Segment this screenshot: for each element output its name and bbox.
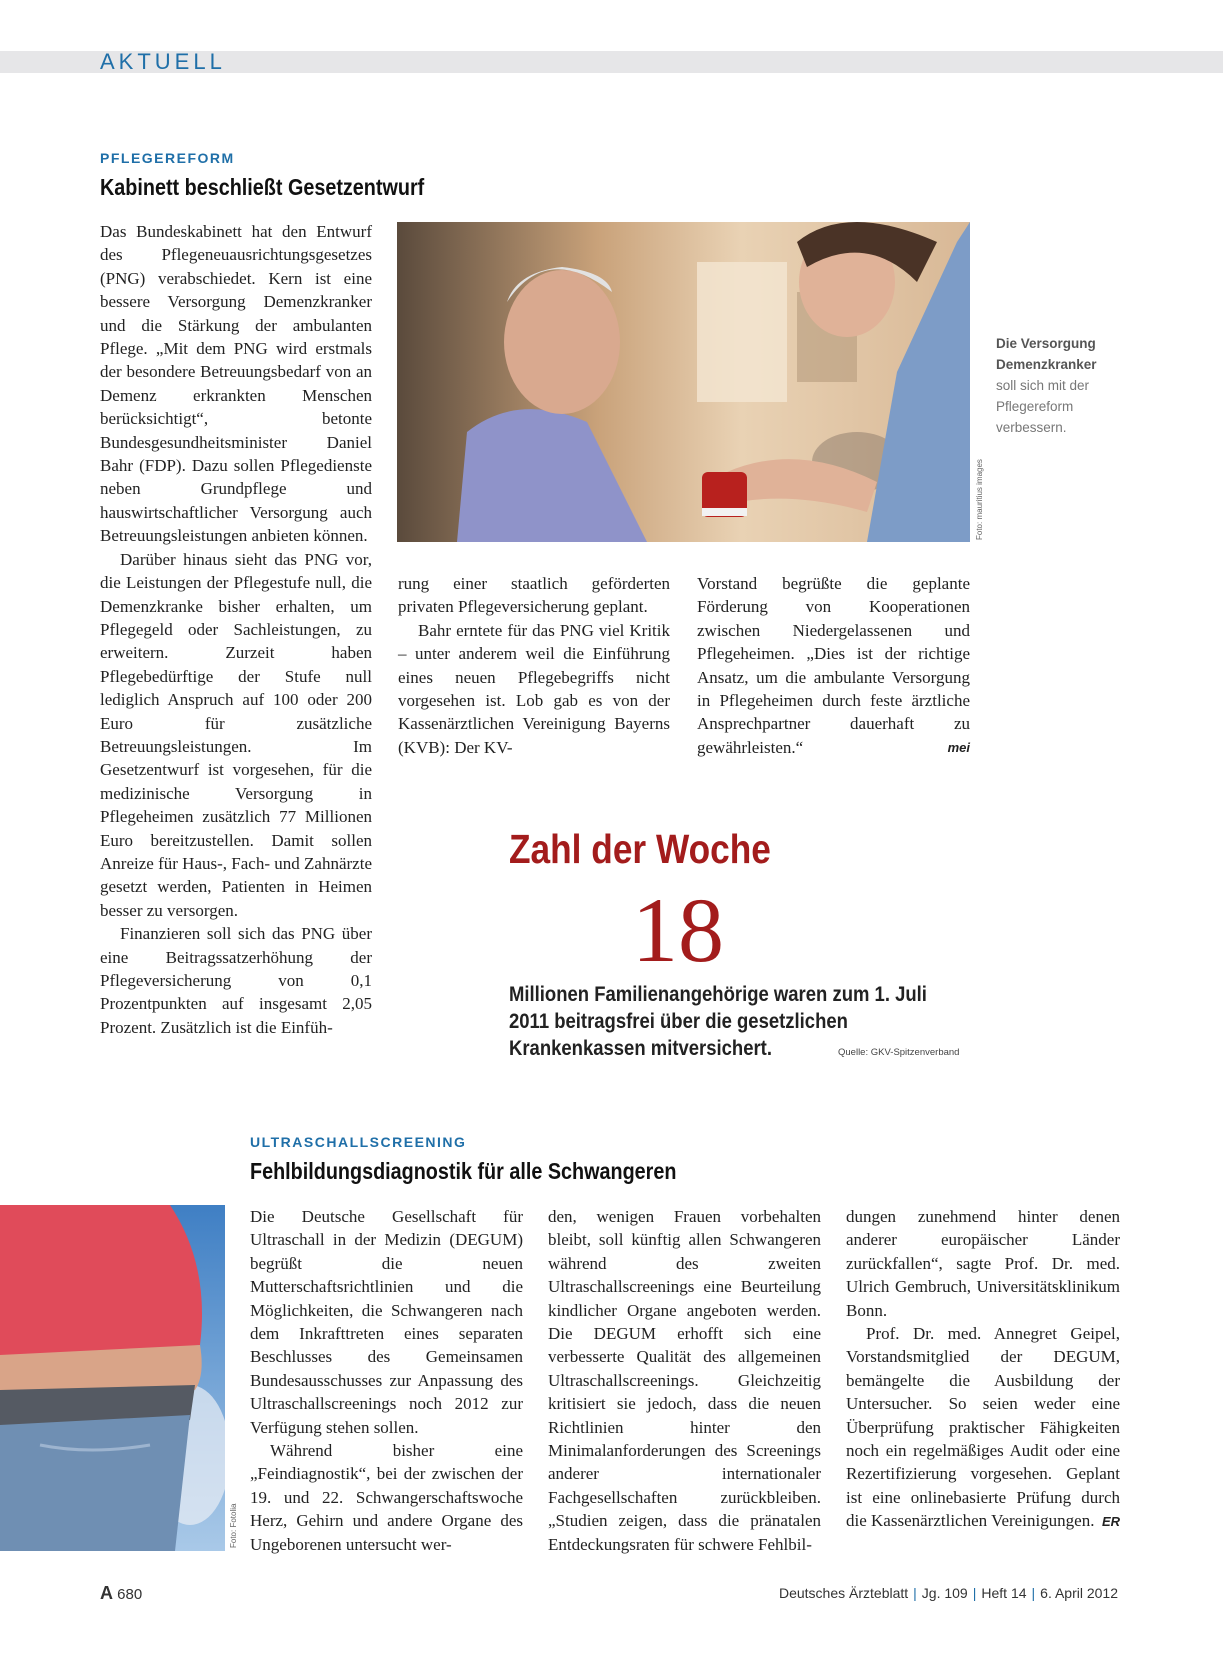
caption-text: soll sich mit der Pflegereform verbessern. xyxy=(996,378,1090,435)
journal-issue: Heft 14 xyxy=(981,1585,1027,1601)
article1-signature: mei xyxy=(947,740,970,756)
paragraph: Während bisher eine „Feindiagnostik“, bei der zwischen der 19. und 22. Schwangerschaftswoche Herz, Gehirn und andere Organe des Ungeborenen untersucht wer- xyxy=(250,1441,523,1554)
article1-photo-credit: Foto: mauritius images xyxy=(975,459,984,540)
article2-column-2 xyxy=(548,1205,821,1556)
article1-column-3 xyxy=(697,572,970,760)
paragraph: Die Deutsche Gesellschaft für Ultraschall in der Medizin (DEGUM) begrüßt die neuen Mutterschaftsrichtlinien und die Möglichkeiten, die Schwangeren nach dem Inkrafttreten eines separaten Beschlusses des Gemeinsamen Bundesausschusses zur Anpassung des Ultraschallscreenings noch 2012 zur Verfügung stehen sollen. xyxy=(250,1207,523,1437)
journal-info: Deutsches Ärzteblatt | Jg. 109 | Heft 14 | 6. April 2012 xyxy=(778,1585,1118,1601)
paragraph: Darüber hinaus sieht das PNG vor, die Leistungen der Pflegestufe null, die Demenzkranke bisher erhalten, um Pflegegeld oder Sachleistungen, zu erweitern. Zurzeit haben Pflegebedürftige der Stufe null lediglich Anspruch auf 100 oder 200 Euro für zusätzliche Betreuungsleistungen. Im Gesetzentwurf ist vorgesehen, für die medizinische Versorgung in Pflegeheimen zusätzlich 77 Millionen Euro bereitzustellen. Damit sollen Anreize für Haus-, Fach- und Zahnärzte gesetzt werden, Patienten in Heimen besser zu versorgen. xyxy=(100,549,372,920)
zahl-title: Zahl der Woche xyxy=(509,826,771,872)
paragraph: Prof. Dr. med. Annegret Geipel, Vorstandsmitglied der DEGUM, bemängelte die Ausbildung der Untersucher. So seien weder eine Überprüfung praktischer Fähigkeiten noch ein regelmäßiges Audit oder eine Rezertifizierung vorgesehen. Geplant ist eine onlinebasierte Prüfung durch die Kassenärztlichen Vereinigungen. xyxy=(846,1324,1120,1531)
pregnancy-photo-illustration xyxy=(0,1205,225,1551)
paragraph: Das Bundeskabinett hat den Entwurf des Pflegeneuausrichtungsgesetzes (PNG) verabschiedet. Kern ist eine bessere Versorgung Demenzkranker und die Stärkung der ambulanten Pflege. „Mit dem PNG wird erstmals der besondere Betreuungsbedarf von an Demenz erkrankten Menschen berücksichtigt“, betonte Bundesgesundheitsminister Daniel Bahr (FDP). Dazu sollen Pflegedienste neben Grundpflege und hauswirtschaftlicher Versorgung auch Betreuungsleistungen anbieten können. xyxy=(100,222,372,546)
article1-column-1 xyxy=(100,220,372,1039)
article1-column-2 xyxy=(398,572,670,759)
section-label: AKTUELL xyxy=(100,49,226,74)
article2-photo xyxy=(0,1205,225,1551)
article1-headline: Kabinett beschließt Gesetzentwurf xyxy=(100,174,425,200)
article2-kicker: ULTRASCHALLSCREENING xyxy=(250,1134,467,1150)
zahl-source: Quelle: GKV-Spitzenverband xyxy=(838,1047,960,1058)
journal-name: Deutsches Ärzteblatt xyxy=(778,1585,909,1601)
zahl-text: Millionen Familienangehörige waren zum 1. Juli 2011 beitragsfrei über die gesetzlichen Krankenkassen mitversichert. xyxy=(509,983,927,1060)
journal-date: 6. April 2012 xyxy=(1040,1585,1118,1601)
journal-volume: Jg. 109 xyxy=(921,1585,968,1601)
paragraph: Bahr erntete für das PNG viel Kritik – unter anderem weil die Einführung eines neuen Pflegebegriffs nicht vorgesehen ist. Lob gab es von der Kassenärztlichen Vereinigung Bayerns (KVB): Der KV- xyxy=(398,620,670,757)
zahl-number: 18 xyxy=(632,879,724,981)
article2-headline: Fehlbildungsdiagnostik für alle Schwangeren xyxy=(250,1158,677,1184)
article2-photo-credit: Foto: Fotolia xyxy=(229,1503,238,1548)
paragraph: dungen zunehmend hinter denen anderer europäischer Länder zurückfallen“, sagte Prof. Dr. med. Ulrich Gembruch, Universitätsklinikum Bonn. xyxy=(846,1207,1120,1320)
paragraph: den, wenigen Frauen vorbehalten bleibt, soll künftig allen Schwangeren während des zweiten Ultraschallscreenings eine Beurteilung kindlicher Organe angeboten werden. Die DEGUM erhofft sich eine verbesserte Qualität des allgemeinen Ultraschallscreenings. Gleichzeitig kritisiert sie jedoch, dass die neuen Richtlinien hinter den Minimalanforderungen des Screenings anderer internationaler Fachgesellschaften zurückbleiben. „Studien zeigen, dass die pränatalen Entdeckungsraten für schwere Fehlbil- xyxy=(548,1207,821,1554)
article1-caption xyxy=(996,333,1116,438)
page-prefix: A xyxy=(100,1583,113,1603)
paragraph: Vorstand begrüßte die geplante Förderung von Kooperationen zwischen Niedergelassenen und Pflegeheimen. „Dies ist der richtige Ansatz, um die ambulante Versorgung in Pflegeheimen durch feste ärztliche Ansprechpartner dauerhaft zu gewährleisten.“ xyxy=(697,574,970,757)
paragraph: rung einer staatlich geförderten privaten Pflegeversicherung geplant. xyxy=(398,574,670,617)
article2-column-1 xyxy=(250,1205,523,1556)
care-photo-illustration xyxy=(397,222,970,542)
article2-column-3 xyxy=(846,1205,1120,1533)
page-number-value: 680 xyxy=(117,1586,143,1603)
caption-bold: Die Versorgung Demenzkranker xyxy=(996,336,1097,372)
article2-signature: ER xyxy=(1101,1513,1120,1529)
article1-kicker: PFLEGEREFORM xyxy=(100,150,235,166)
article1-photo xyxy=(397,222,970,542)
page-number xyxy=(100,1583,142,1604)
paragraph: Finanzieren soll sich das PNG über eine Beitragssatzerhöhung der Pflegeversicherung von 0,1 Prozentpunkten auf insgesamt 2,05 Prozent. Zusätzlich ist die Einfüh- xyxy=(100,924,372,1037)
